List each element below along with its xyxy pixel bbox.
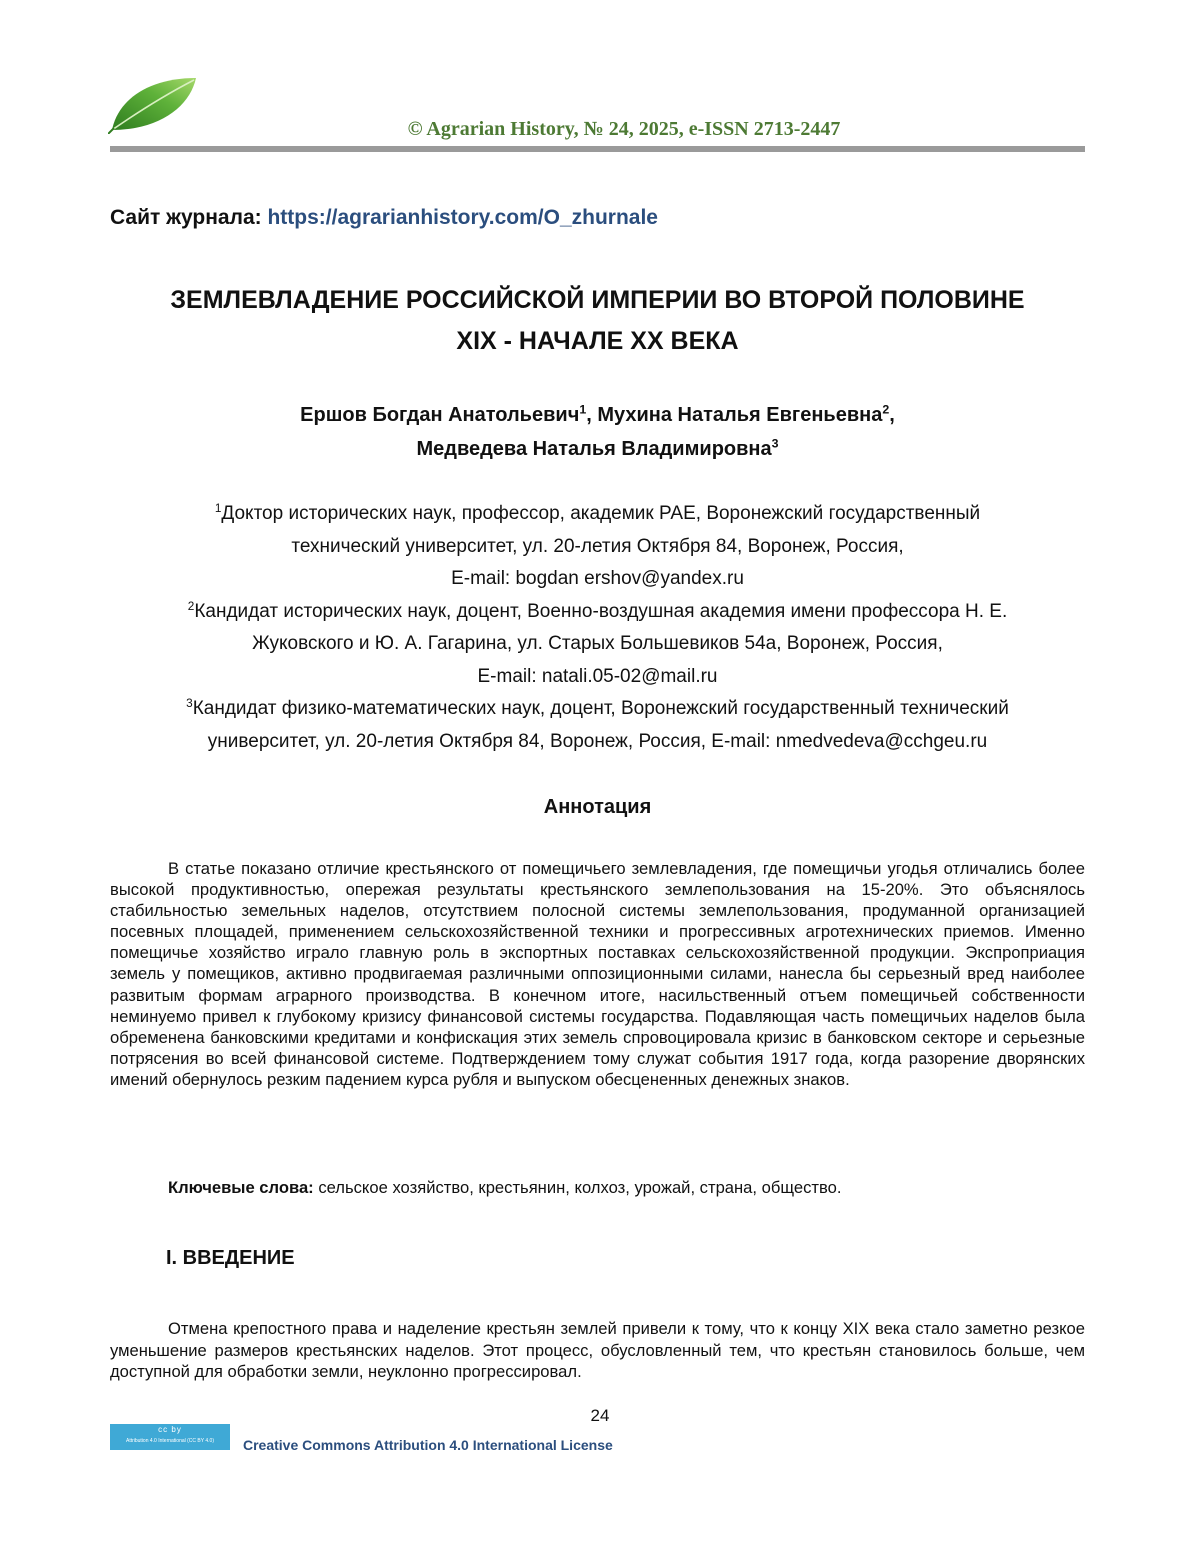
header-divider — [110, 146, 1085, 152]
journal-header: © Agrarian History, № 24, 2025, e-ISSN 2713-2447 — [407, 118, 841, 140]
affiliation-line: $^2$Кандидат исторических наук, доцент, Военно-воздушная академия имени профессора Н. Е. — [187, 599, 1008, 622]
abstract-text: В статье показано отличие крестьянского от помещичьего землевладения, где помещичьи угодья отличались более высокой продуктивностью, опережая результаты крестьянского землепользования на 15-20%. Это объяснялось стабильностью земельных наделов, отсутствием полосной системы землепользования, продуманной организацией посевных площадей, применением сельскохозяйственной техники и прогрессивных агротехнических приемов. Именно помещичье хозяйство играло главную роль в экспортных поставках сельскохозяйственной продукции. Экспроприация земель у помещиков, активно продвигаемая различными оппозиционными силами, нанесла бы серьезный вред наиболее развитым формам аграрного производства. В конечном итоге, насильственный отъем помещичьей собственности неминуемо привел к глубокому кризису финансовой системы государства. Подавляющая часть помещичьих наделов была обременена банковскими кредитами и конфискация этих земель спровоцировала кризис в банковском секторе и серьезные потрясения во всей финансовой системе. Подтверждением тому служат события 1917 года, когда разорение дворянских имений обернулось резким падением курса рубля и выпуском обесцененных денежных знаков. — [110, 859, 1085, 1089]
section-heading: I. ВВЕДЕНИЕ — [166, 1247, 295, 1269]
site-link[interactable]: https://agrarianhistory.com/O_zhurnale — [267, 206, 658, 229]
author-sup: 1 — [579, 402, 587, 417]
affiliations — [110, 498, 1085, 758]
author-name: Ершов Богдан Анатольевич — [300, 404, 580, 426]
author-sup: 2 — [882, 402, 890, 417]
title-line: XIX - НАЧАЛЕ ХХ ВЕКА — [456, 327, 739, 355]
affiliation-line: Жуковского и Ю. А. Гагарина, ул. Старых Большевиков 54а, Воронеж, Россия, — [252, 633, 943, 654]
keywords-label: Ключевые слова: — [168, 1178, 314, 1197]
license-link[interactable]: Creative Commons Attribution 4.0 International License — [243, 1437, 613, 1453]
cc-by-icon: cc by — [158, 1425, 182, 1434]
title-line: ЗЕМЛЕВЛАДЕНИЕ РОССИЙСКОЙ ИМПЕРИИ ВО ВТОРОЙ ПОЛОВИНЕ — [170, 286, 1025, 314]
author-sup: 3 — [771, 436, 779, 451]
section-text: Отмена крепостного права и наделение крестьян землей привели к тому, что к концу XIX века стало заметно резкое уменьшение размеров крестьянских наделов. Этот процесс, обусловленный тем, что крестьян становилось больше, чем доступной для обработки земли, неуклонно прогрессировал. — [110, 1319, 1085, 1381]
journal-site — [110, 206, 658, 230]
affiliation-line: технический университет, ул. 20-летия Октября 84, Воронеж, Россия, — [291, 535, 904, 557]
affiliation-line: $^3$Кандидат физико-математических наук, доцент, Воронежский государственный технический — [186, 696, 1009, 719]
affiliation-email: E-mail: bogdan ershov@yandex.ru — [451, 568, 744, 589]
site-label: Сайт журнала: — [110, 206, 262, 229]
cc-license-badge[interactable] — [110, 1424, 230, 1450]
author-name: Медведева Наталья Владимировна — [416, 438, 772, 460]
author-name: Мухина Наталья Евгеньевна — [597, 404, 883, 426]
affiliation-line: $^1$Доктор исторических наук, профессор, академик РАЕ, Воронежский государственный — [214, 501, 981, 524]
affiliation-email: E-mail: natali.05-02@mail.ru — [477, 665, 718, 687]
abstract-heading: Аннотация — [543, 796, 652, 818]
cc-badge-text: Attribution 4.0 International (CC BY 4.0) — [125, 1438, 214, 1444]
article-title — [110, 280, 1085, 362]
affiliation-line: университет, ул. 20-летия Октября 84, Воронеж, Россия, E-mail: nmedvedeva@cchgeu.ru — [207, 730, 988, 752]
authors: Ершов Богдан Анатольевич$^1$, Мухина Наталья Евгеньевна$^2$, Медведева Наталья Владимировна$^3$ — [300, 402, 895, 460]
keywords — [168, 1178, 841, 1198]
page-number: 24 — [590, 1406, 610, 1425]
keywords-list: сельское хозяйство, крестьянин, колхоз, урожай, страна, общество. — [313, 1178, 842, 1197]
